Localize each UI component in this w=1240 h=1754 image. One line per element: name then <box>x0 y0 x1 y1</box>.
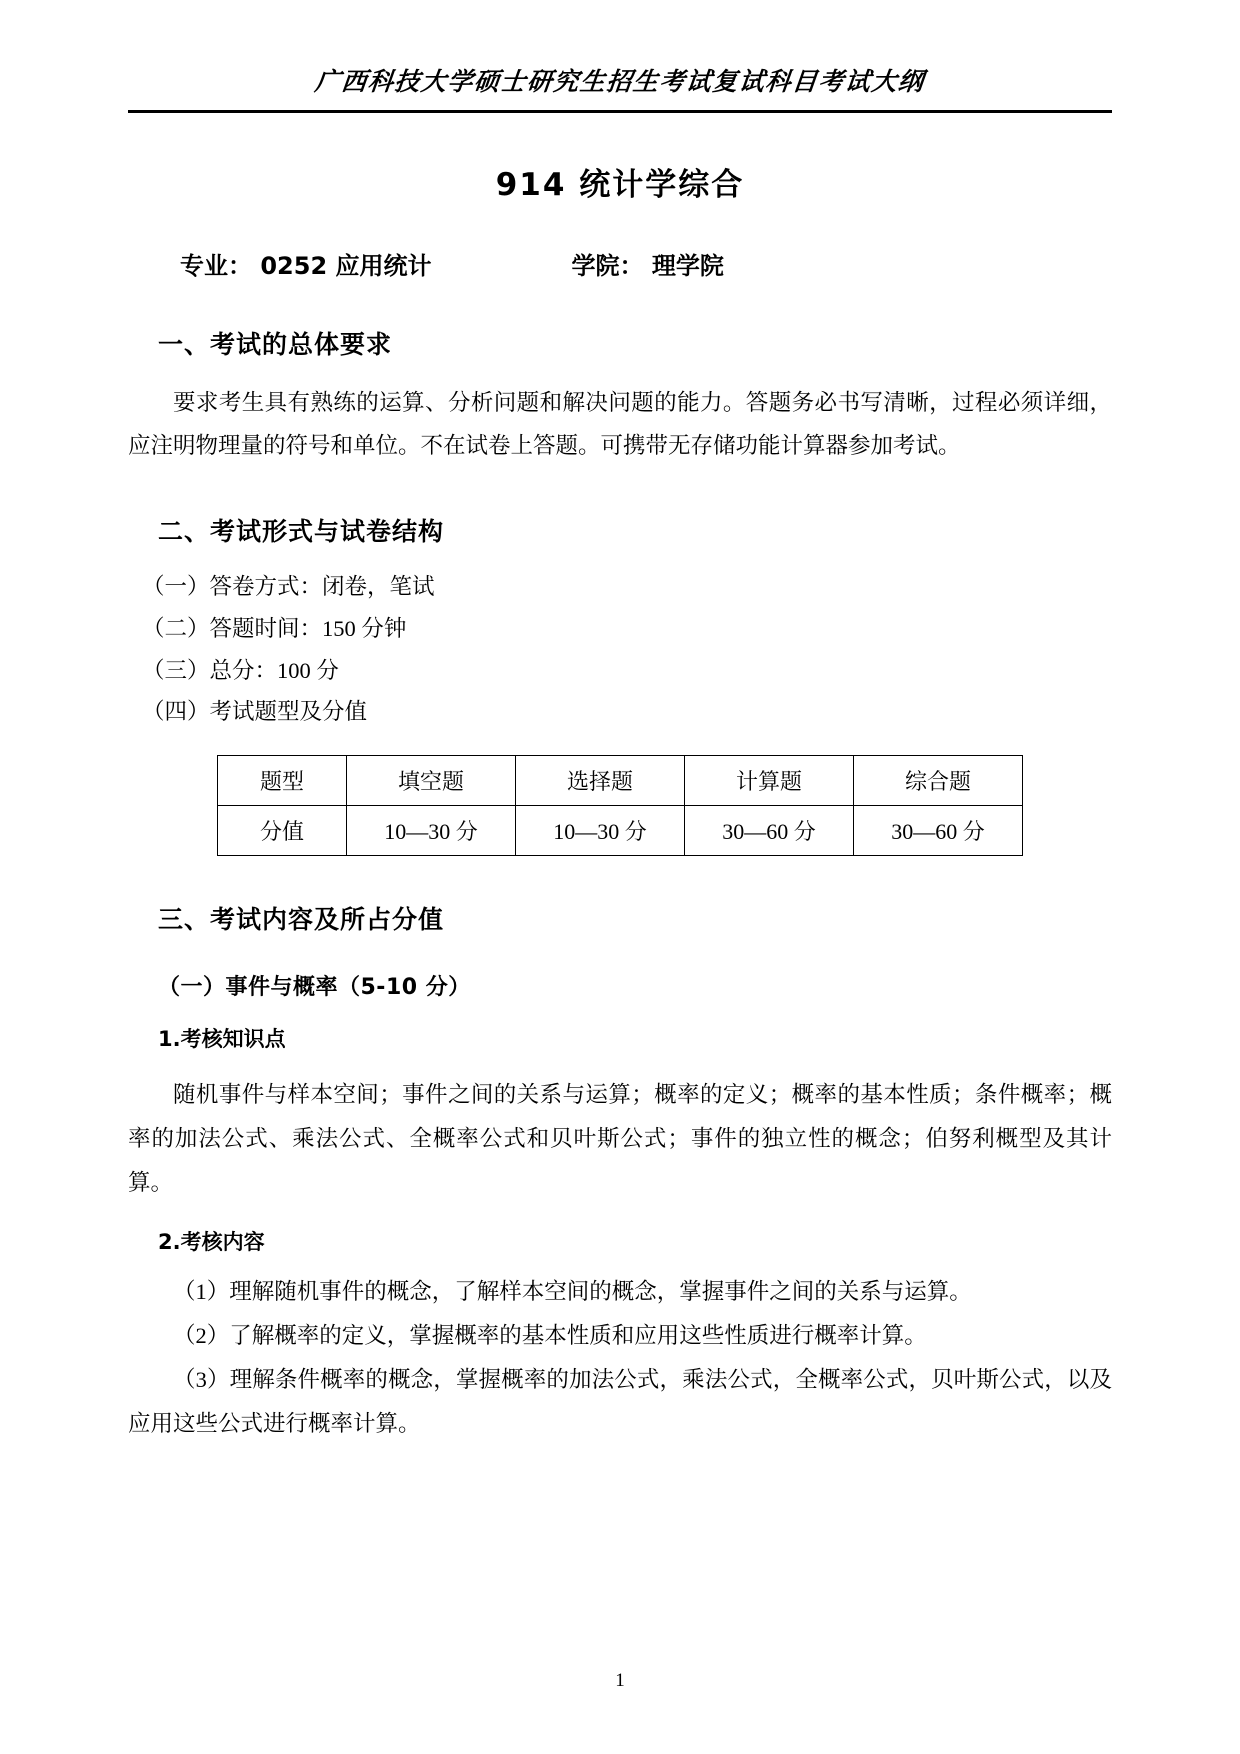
meta-line <box>128 246 1112 281</box>
table-row <box>218 755 1023 805</box>
list-item: （四）考试题型及分值 <box>142 699 368 725</box>
section-1-paragraph: 要求考生具有熟练的运算、分析问题和解决问题的能力。答题务必书写清晰，过程必须详细，应注明物理量的符号和单位。不在试卷上答题。可携带无存储功能计算器参加考试。 <box>128 389 1112 459</box>
college-value: 理学院 <box>651 251 724 280</box>
running-header-title: 广西科技大学硕士研究生招生考试复试科目考试大纲 <box>313 67 927 96</box>
table-cell-row-header: 分值 <box>218 805 347 855</box>
list-item: （3）理解条件概率的概念，掌握概率的加法公式，乘法公式，全概率公式，贝叶斯公式，以及应用这些公式进行概率计算。 <box>128 1367 1112 1436</box>
table-cell-column-header: 计算题 <box>685 755 854 805</box>
list-item: （三）总分：100 分 <box>142 657 339 683</box>
exam-content-list <box>128 1270 1112 1446</box>
list-item: （一）答卷方式：闭卷，笔试 <box>142 574 435 600</box>
running-header <box>128 0 1112 113</box>
knowledge-points-heading: 1.考核知识点 <box>158 1026 286 1051</box>
table-cell-value: 10—30 分 <box>516 805 685 855</box>
major-label: 专业： <box>180 251 252 280</box>
section-3-heading: 三、考试内容及所占分值 <box>158 904 445 934</box>
page-number: 1 <box>615 1670 625 1691</box>
table-cell-column-header: 填空题 <box>347 755 516 805</box>
list-item: （2）了解概率的定义，掌握概率的基本性质和应用这些性质进行概率计算。 <box>173 1323 927 1349</box>
page-content <box>128 0 1112 1446</box>
exam-content-heading: 2.考核内容 <box>158 1230 265 1255</box>
major-field <box>180 246 432 281</box>
college-field <box>572 246 724 281</box>
list-item: （二）答题时间：150 分钟 <box>142 615 407 641</box>
major-value: 0252 应用统计 <box>260 251 432 280</box>
table-cell-value: 10—30 分 <box>347 805 516 855</box>
header-divider <box>128 110 1112 113</box>
table-cell-value: 30—60 分 <box>685 805 854 855</box>
list-item: （1）理解随机事件的概念，了解样本空间的概念，掌握事件之间的关系与运算。 <box>173 1279 972 1305</box>
knowledge-points-text: 随机事件与样本空间；事件之间的关系与运算；概率的定义；概率的基本性质；条件概率；概率的加法公式、乘法公式、全概率公式和贝叶斯公式；事件的独立性的概念；伯努利概型及其计算。 <box>128 1081 1112 1195</box>
table-cell-column-header: 综合题 <box>854 755 1023 805</box>
score-table-container <box>128 755 1112 856</box>
section-1-heading: 一、考试的总体要求 <box>158 329 393 359</box>
section-3-sub-1-heading: （一）事件与概率（5-10 分） <box>158 974 471 1000</box>
section-2-heading: 二、考试形式与试卷结构 <box>158 517 445 547</box>
section-2-item-list <box>128 566 1112 733</box>
table-cell-column-header: 选择题 <box>516 755 685 805</box>
table-cell-row-header: 题型 <box>218 755 347 805</box>
college-label: 学院： <box>571 251 644 280</box>
table-cell-value: 30—60 分 <box>854 805 1023 855</box>
table-row <box>218 805 1023 855</box>
page-title: 914 统计学综合 <box>495 166 745 203</box>
score-table <box>217 755 1023 856</box>
